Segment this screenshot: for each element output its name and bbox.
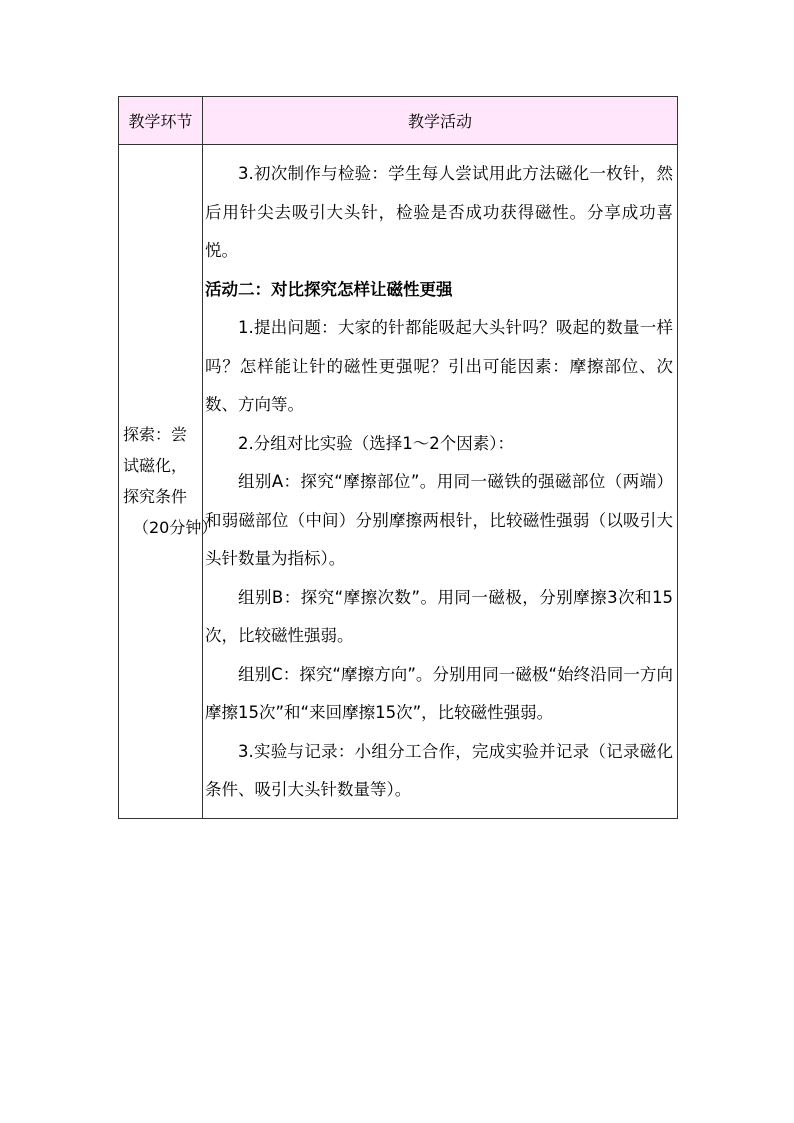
activity-paragraph: 3.实验与记录：小组分工合作，完成实验并记录（记录磁化条件、吸引大头针数量等）。 [205,741,673,799]
activity-cell [203,145,678,819]
activity-paragraph: 组别C：探究“摩擦方向”。分别用同一磁极“始终沿同一方向摩擦15次”和“来回摩擦15次”，比较磁性强弱。 [205,664,673,722]
stage-line: 探究条件 [123,487,188,507]
table-header-row [119,97,678,145]
activity-paragraph: 组别B：探究“摩擦次数”。用同一磁极，分别摩擦3次和15次，比较磁性强弱。 [205,587,673,645]
stage-line: 试磁化， [123,456,188,476]
stage-line: 探索：尝 [123,425,188,445]
activity-heading: 活动二：对比探究怎样让磁性更强 [205,279,453,299]
activity-paragraph: 组别A：探究“摩擦部位”。用同一磁铁的强磁部位（两端）和弱磁部位（中间）分别摩擦两根针，比较磁性强弱（以吸引大头针数量为指标）。 [205,472,673,568]
header-stage: 教学环节 [119,97,203,145]
activity-paragraph: 1.提出问题：大家的针都能吸起大头针吗？吸起的数量一样吗？怎样能让针的磁性更强呢？引出可能因素：摩擦部位、次数、方向等。 [205,318,673,414]
stage-line: （20分钟） [133,518,218,538]
table-row [119,145,678,819]
activity-paragraph: 2.分组对比实验（选择1～2个因素）： [238,433,514,453]
stage-cell [119,145,218,819]
activity-paragraph: 3.初次制作与检验：学生每人尝试用此方法磁化一枚针，然后用针尖去吸引大头针，检验是否成功获得磁性。分享成功喜悦。 [205,164,673,260]
header-activity: 教学活动 [203,97,678,145]
lesson-plan-table [118,96,678,819]
